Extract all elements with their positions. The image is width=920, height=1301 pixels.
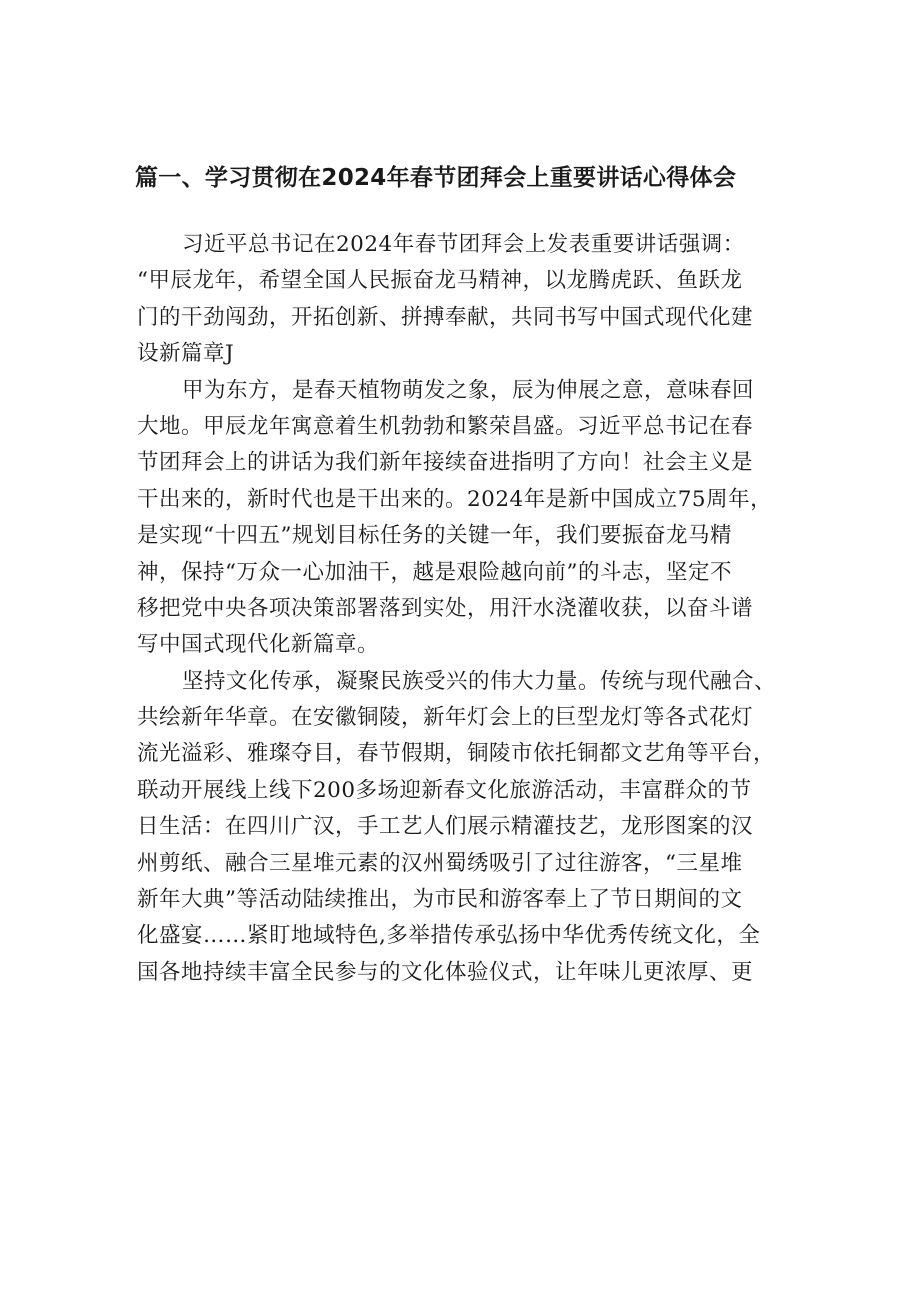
text-line: 日生活：在四川广汉，手工艺人们展示精灌技艺，龙形图案的汉 <box>137 814 754 840</box>
document-title: 篇一、学习贯彻在2024年春节团拜会上重要讲话心得体会 <box>135 165 737 191</box>
text-line: 移把党中央各项决策部署落到实处，用汗水浇灌收获，以奋斗谱 <box>137 595 754 621</box>
text-line: 联动开展线上线下200多场迎新春文化旅游活动，丰富群众的节 <box>137 777 752 803</box>
text-line: 国各地持续丰富全民参与的文化体验仪式，让年味儿更浓厚、更 <box>137 959 754 985</box>
paragraph-1 <box>137 227 797 373</box>
paragraph-3 <box>137 664 797 992</box>
text-line: 习近平总书记在2024年春节团拜会上发表重要讲话强调： <box>182 232 745 257</box>
text-line: 共绘新年华章。在安徽铜陵，新年灯会上的巨型龙灯等各式花灯 <box>137 705 754 731</box>
text-line: 干出来的，新时代也是干出来的。2024年是新中国成立75周年， <box>137 486 773 512</box>
text-line: 流光溢彩、雅璨夺目，春节假期，铜陵市依托铜都文艺角等平台， <box>137 741 776 767</box>
text-line: 节团拜会上的讲话为我们新年接续奋进指明了方向！社会主义是 <box>137 450 754 476</box>
text-line: 神，保持“万众一心加油干，越是艰险越向前”的斗志，坚定不 <box>137 559 732 585</box>
document-body <box>137 227 797 991</box>
text-line: 州剪纸、融合三星堆元素的汉州蜀绣吸引了过往游客，“三星堆 <box>137 850 743 876</box>
text-line: 化盛宴……紧盯地域特色,多举措传承弘扬中华优秀传统文化，全 <box>137 923 761 949</box>
text-line: 门的干劲闯劲，开拓创新、拼搏奉献，共同书写中国式现代化建 <box>137 304 754 330</box>
text-line: 大地。甲辰龙年寓意着生机勃勃和繁荣昌盛。习近平总书记在春 <box>137 413 754 439</box>
text-line: 是实现“十四五”规划目标任务的关键一年，我们要振奋龙马精 <box>137 523 732 549</box>
paragraph-2 <box>137 373 797 664</box>
text-line: “甲辰龙年，希望全国人民振奋龙马精神，以龙腾虎跃、鱼跃龙 <box>137 268 743 294</box>
text-line: 坚持文化传承，凝聚民族受兴的伟大力量。传统与现代融合、 <box>182 668 777 694</box>
text-line: 写中国式现代化新篇章。 <box>137 632 380 658</box>
text-line: 新年大典”等活动陆续推出，为市民和游客奉上了节日期间的文 <box>137 887 743 913</box>
text-line: 甲为东方，是春天植物萌发之象，辰为伸展之意，意味春回 <box>182 377 755 403</box>
text-line: 设新篇章J <box>137 341 235 367</box>
